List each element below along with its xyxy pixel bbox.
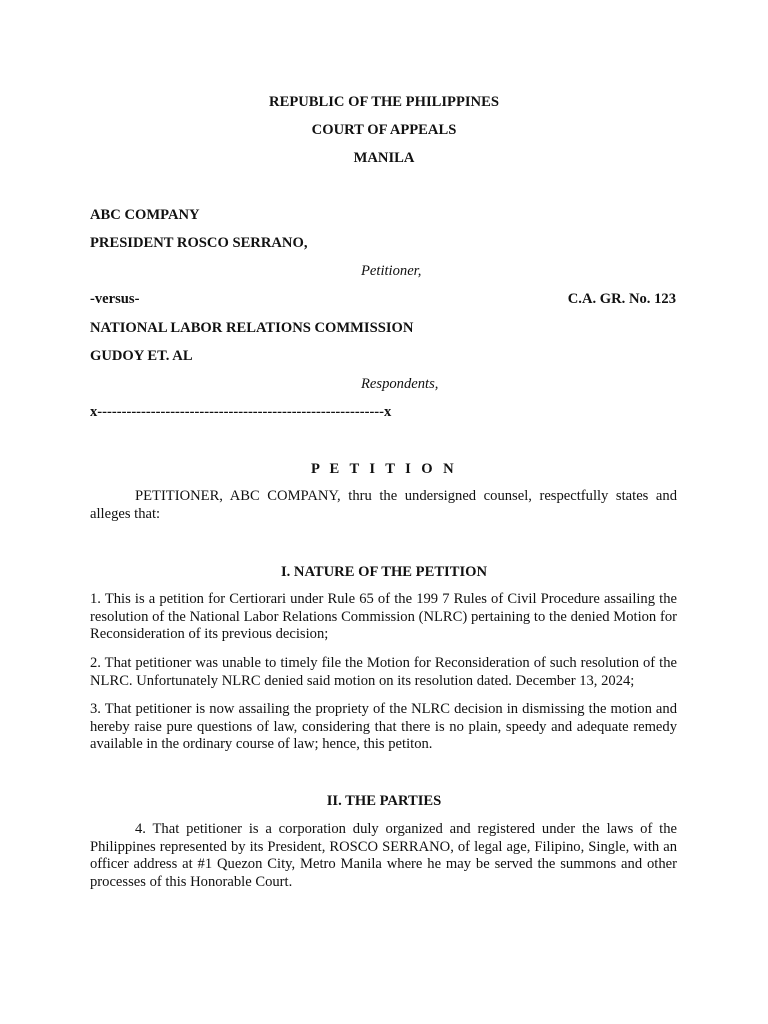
section1-heading: I. NATURE OF THE PETITION [280, 564, 488, 580]
paragraph-1: 1. This is a petition for Certiorari under Rule 65 of the 199 7 Rules of Civil Procedure assailing the resolution of the National Labor Relations Commission (NLRC) pertaining to the denied Motion for Reconsideration of its previous decision; [90, 591, 677, 643]
paragraph-3: 3. That petitioner is now assailing the propriety of the NLRC decision in dismissing the motion and hereby raise pure questions of law, considering that there is no plain, speedy and adequate remedy available in the ordinary course of law; hence, this petiton. [90, 701, 677, 753]
petitioner-representative: PRESIDENT ROSCO SERRANO, [90, 235, 308, 251]
respondent-other: GUDOY ET. AL [90, 348, 193, 364]
petitioner-name: ABC COMPANY [90, 207, 200, 223]
document-title: P E T I T I O N [310, 461, 458, 477]
respondent-label: Respondents, [361, 376, 439, 392]
paragraph-4: 4. That petitioner is a corporation duly organized and registered under the laws of the Philippines represented by its President, ROSCO SERRANO, of legal age, Filipino, Single, with an officer address at #1 Quezon City, Metro Manila where he may be served the summons and other processes of this Honorable Court. [90, 821, 677, 890]
header-city: MANILA [353, 150, 415, 166]
versus-label: -versus- [90, 291, 140, 307]
caption-separator: x-----------------------------------------------------------x [90, 404, 392, 420]
respondent-name: NATIONAL LABOR RELATIONS COMMISSION [90, 320, 414, 336]
intro-paragraph: PETITIONER, ABC COMPANY, thru the undersigned counsel, respectfully states and alleges that: [90, 488, 677, 522]
case-number: C.A. GR. No. 123 [567, 291, 676, 307]
header-court: COURT OF APPEALS [311, 122, 457, 138]
header-republic: REPUBLIC OF THE PHILIPPINES [269, 94, 499, 110]
paragraph-2: 2. That petitioner was unable to timely file the Motion for Reconsideration of such resolution of the NLRC. Unfortunately NLRC denied said motion on its resolution dated. December 13, 2024; [90, 655, 677, 689]
petitioner-label: Petitioner, [361, 263, 422, 279]
section2-heading: II. THE PARTIES [326, 793, 442, 809]
